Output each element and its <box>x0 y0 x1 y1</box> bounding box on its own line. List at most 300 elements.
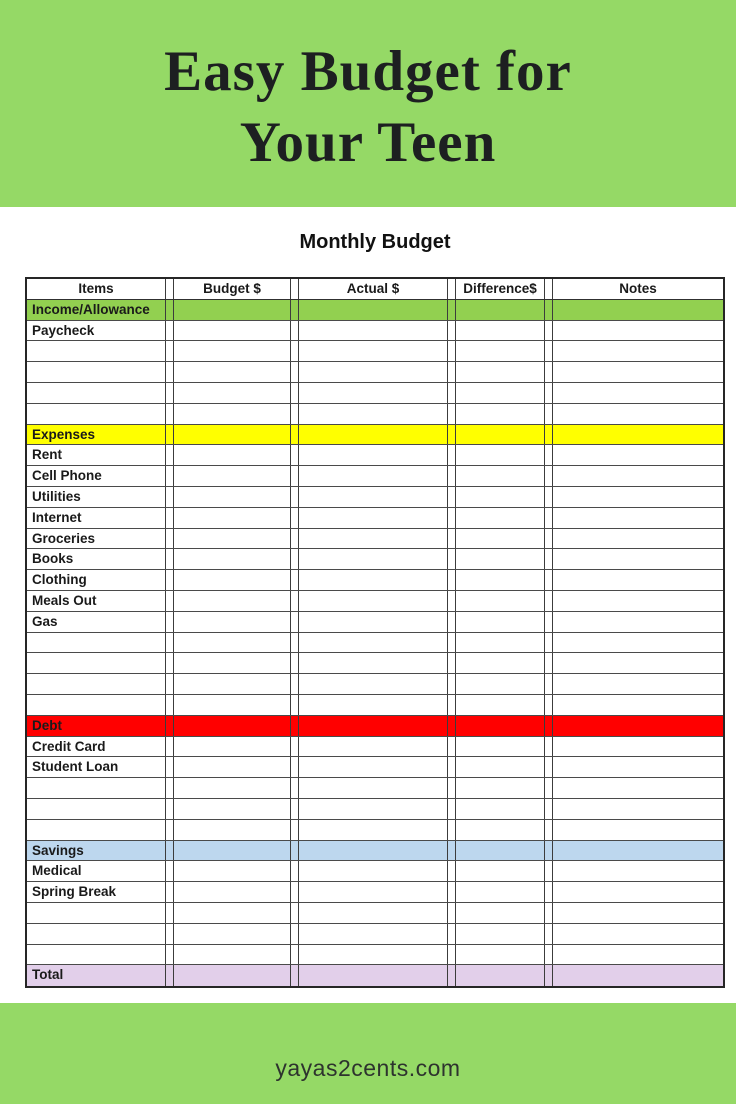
budget-cell <box>174 362 290 382</box>
budget-cell <box>174 633 290 653</box>
column-separator <box>165 674 174 694</box>
item-cell <box>27 820 165 840</box>
notes-cell <box>553 612 723 632</box>
item-cell <box>27 695 165 715</box>
column-separator <box>290 799 299 819</box>
column-separator <box>165 529 174 549</box>
actual-cell <box>299 716 447 736</box>
column-separator <box>447 716 456 736</box>
column-separator <box>290 487 299 507</box>
difference-cell <box>456 861 544 881</box>
actual-cell <box>299 945 447 965</box>
item-cell: Cell Phone <box>32 468 102 484</box>
column-separator <box>544 653 553 673</box>
difference-cell <box>456 549 544 569</box>
column-separator <box>447 591 456 611</box>
column-separator <box>447 529 456 549</box>
budget-cell <box>174 341 290 361</box>
column-separator <box>290 945 299 965</box>
column-header-actual: Actual $ <box>346 281 400 296</box>
item-cell: Income/Allowance <box>32 301 150 317</box>
column-separator <box>290 321 299 341</box>
column-separator <box>165 279 174 299</box>
actual-cell <box>299 445 447 465</box>
column-separator <box>544 778 553 798</box>
item-cell: Rent <box>32 447 62 463</box>
item-cell: Medical <box>32 863 82 879</box>
column-separator <box>165 653 174 673</box>
difference-cell <box>456 591 544 611</box>
actual-cell <box>299 529 447 549</box>
notes-cell <box>553 341 723 361</box>
column-separator <box>165 549 174 569</box>
column-separator <box>447 487 456 507</box>
notes-cell <box>553 300 723 320</box>
table-row <box>27 570 723 591</box>
item-cell: Credit Card <box>32 738 106 754</box>
column-separator <box>544 965 553 986</box>
table-header-row <box>27 279 723 300</box>
column-separator <box>447 549 456 569</box>
table-row <box>27 903 723 924</box>
budget-cell <box>174 508 290 528</box>
column-separator <box>290 425 299 445</box>
table-row <box>27 425 723 446</box>
notes-cell <box>553 383 723 403</box>
table-row <box>27 861 723 882</box>
column-header-item: Items <box>78 281 114 296</box>
column-separator <box>544 924 553 944</box>
actual-cell <box>299 612 447 632</box>
table-row <box>27 633 723 654</box>
column-separator <box>447 882 456 902</box>
notes-cell <box>553 487 723 507</box>
actual-cell <box>299 737 447 757</box>
difference-cell <box>456 757 544 777</box>
column-separator <box>544 549 553 569</box>
actual-cell <box>299 466 447 486</box>
column-separator <box>290 508 299 528</box>
table-row <box>27 882 723 903</box>
poster-title-line-1: Easy Budget for <box>164 39 572 103</box>
actual-cell <box>299 549 447 569</box>
column-separator <box>290 570 299 590</box>
actual-cell <box>299 321 447 341</box>
budget-cell <box>174 820 290 840</box>
column-separator <box>165 799 174 819</box>
notes-cell <box>553 757 723 777</box>
column-separator <box>447 737 456 757</box>
difference-cell <box>456 903 544 923</box>
column-separator <box>544 445 553 465</box>
item-cell <box>27 362 165 382</box>
column-separator <box>544 799 553 819</box>
actual-cell <box>299 383 447 403</box>
difference-cell <box>456 820 544 840</box>
budget-cell <box>174 529 290 549</box>
column-separator <box>165 570 174 590</box>
actual-cell <box>299 882 447 902</box>
column-separator <box>447 425 456 445</box>
column-separator <box>544 820 553 840</box>
column-separator <box>447 924 456 944</box>
column-separator <box>544 903 553 923</box>
column-separator <box>165 362 174 382</box>
budget-table <box>25 277 725 988</box>
difference-cell <box>456 570 544 590</box>
column-separator <box>447 820 456 840</box>
actual-cell <box>299 799 447 819</box>
column-separator <box>447 861 456 881</box>
column-separator <box>290 653 299 673</box>
budget-cell <box>174 300 290 320</box>
actual-cell <box>299 487 447 507</box>
column-separator <box>544 674 553 694</box>
budget-cell <box>174 903 290 923</box>
column-separator <box>165 404 174 424</box>
budget-cell <box>174 882 290 902</box>
column-separator <box>165 612 174 632</box>
item-cell <box>27 383 165 403</box>
table-row <box>27 653 723 674</box>
difference-cell <box>456 695 544 715</box>
difference-cell <box>456 778 544 798</box>
column-separator <box>290 445 299 465</box>
difference-cell <box>456 466 544 486</box>
column-separator <box>544 300 553 320</box>
actual-cell <box>299 903 447 923</box>
column-separator <box>544 695 553 715</box>
column-separator <box>290 778 299 798</box>
column-separator <box>447 445 456 465</box>
actual-cell <box>299 757 447 777</box>
column-separator <box>165 903 174 923</box>
column-separator <box>447 674 456 694</box>
budget-cell <box>174 570 290 590</box>
actual-cell <box>299 653 447 673</box>
table-row <box>27 591 723 612</box>
column-separator <box>447 903 456 923</box>
column-separator <box>165 508 174 528</box>
column-separator <box>447 965 456 986</box>
difference-cell <box>456 653 544 673</box>
column-separator <box>447 612 456 632</box>
column-separator <box>165 965 174 986</box>
column-separator <box>447 633 456 653</box>
column-separator <box>544 383 553 403</box>
item-cell: Books <box>32 551 74 567</box>
column-separator <box>165 945 174 965</box>
item-cell: Internet <box>32 509 82 525</box>
item-cell: Groceries <box>32 530 96 546</box>
item-cell <box>27 799 165 819</box>
item-cell: Expenses <box>32 426 96 442</box>
column-separator <box>447 279 456 299</box>
column-separator <box>544 591 553 611</box>
column-separator <box>290 924 299 944</box>
table-row <box>27 945 723 966</box>
column-separator <box>165 695 174 715</box>
column-separator <box>290 529 299 549</box>
item-cell <box>27 674 165 694</box>
budget-cell <box>174 841 290 861</box>
column-separator <box>447 466 456 486</box>
column-separator <box>290 341 299 361</box>
column-separator <box>544 570 553 590</box>
notes-cell <box>553 965 723 986</box>
column-separator <box>290 633 299 653</box>
difference-cell <box>456 508 544 528</box>
column-separator <box>165 882 174 902</box>
item-cell <box>27 653 165 673</box>
table-row <box>27 841 723 862</box>
table-row <box>27 445 723 466</box>
budget-cell <box>174 924 290 944</box>
column-separator <box>447 300 456 320</box>
notes-cell <box>553 425 723 445</box>
column-separator <box>544 321 553 341</box>
column-separator <box>290 612 299 632</box>
difference-cell <box>456 737 544 757</box>
budget-cell <box>174 945 290 965</box>
actual-cell <box>299 633 447 653</box>
actual-cell <box>299 570 447 590</box>
difference-cell <box>456 965 544 986</box>
difference-cell <box>456 799 544 819</box>
table-row <box>27 820 723 841</box>
column-separator <box>447 383 456 403</box>
column-separator <box>165 487 174 507</box>
column-separator <box>544 716 553 736</box>
column-separator <box>447 653 456 673</box>
notes-cell <box>553 529 723 549</box>
column-separator <box>447 341 456 361</box>
website-url: yayas2cents.com <box>275 1055 461 1081</box>
item-cell: Spring Break <box>32 884 117 900</box>
actual-cell <box>299 508 447 528</box>
poster-title-line-2: Your Teen <box>239 110 497 174</box>
column-separator <box>447 362 456 382</box>
difference-cell <box>456 383 544 403</box>
difference-cell <box>456 425 544 445</box>
item-cell: Total <box>32 967 64 983</box>
notes-cell <box>553 695 723 715</box>
budget-cell <box>174 695 290 715</box>
table-row <box>27 737 723 758</box>
budget-cell <box>174 965 290 986</box>
column-separator <box>165 466 174 486</box>
column-separator <box>290 861 299 881</box>
column-separator <box>165 757 174 777</box>
column-separator <box>165 321 174 341</box>
actual-cell <box>299 674 447 694</box>
notes-cell <box>553 445 723 465</box>
difference-cell <box>456 945 544 965</box>
table-row <box>27 549 723 570</box>
budget-cell <box>174 321 290 341</box>
column-separator <box>447 841 456 861</box>
table-row <box>27 716 723 737</box>
budget-cell <box>174 549 290 569</box>
table-row <box>27 300 723 321</box>
item-cell <box>27 945 165 965</box>
column-separator <box>447 508 456 528</box>
column-separator <box>447 757 456 777</box>
column-separator <box>290 757 299 777</box>
actual-cell <box>299 404 447 424</box>
column-separator <box>447 778 456 798</box>
actual-cell <box>299 362 447 382</box>
column-separator <box>290 695 299 715</box>
column-separator <box>447 570 456 590</box>
column-separator <box>290 300 299 320</box>
column-separator <box>165 300 174 320</box>
column-separator <box>165 841 174 861</box>
notes-cell <box>553 653 723 673</box>
notes-cell <box>553 903 723 923</box>
notes-cell <box>553 882 723 902</box>
column-separator <box>165 341 174 361</box>
column-separator <box>290 716 299 736</box>
difference-cell <box>456 341 544 361</box>
column-separator <box>447 695 456 715</box>
table-row <box>27 487 723 508</box>
item-cell <box>27 778 165 798</box>
item-cell <box>27 903 165 923</box>
actual-cell <box>299 841 447 861</box>
difference-cell <box>456 404 544 424</box>
sheet-title: Monthly Budget <box>299 231 451 253</box>
table-row <box>27 778 723 799</box>
item-cell: Utilities <box>32 488 81 504</box>
budget-cell <box>174 674 290 694</box>
column-separator <box>544 425 553 445</box>
difference-cell <box>456 487 544 507</box>
budget-cell <box>174 591 290 611</box>
notes-cell <box>553 674 723 694</box>
column-separator <box>447 799 456 819</box>
notes-cell <box>553 591 723 611</box>
column-separator <box>544 861 553 881</box>
item-cell: Clothing <box>32 572 87 588</box>
table-row <box>27 757 723 778</box>
difference-cell <box>456 924 544 944</box>
column-separator <box>544 508 553 528</box>
item-cell: Paycheck <box>32 322 95 338</box>
table-row <box>27 383 723 404</box>
difference-cell <box>456 674 544 694</box>
column-separator <box>290 383 299 403</box>
column-separator <box>544 757 553 777</box>
difference-cell <box>456 362 544 382</box>
column-separator <box>165 737 174 757</box>
actual-cell <box>299 695 447 715</box>
item-cell: Gas <box>32 613 58 629</box>
column-separator <box>544 612 553 632</box>
column-separator <box>165 425 174 445</box>
actual-cell <box>299 924 447 944</box>
notes-cell <box>553 778 723 798</box>
notes-cell <box>553 799 723 819</box>
column-separator <box>290 591 299 611</box>
notes-cell <box>553 570 723 590</box>
actual-cell <box>299 820 447 840</box>
column-separator <box>165 924 174 944</box>
table-row <box>27 924 723 945</box>
difference-cell <box>456 612 544 632</box>
table-row <box>27 362 723 383</box>
table-row <box>27 529 723 550</box>
notes-cell <box>553 466 723 486</box>
budget-cell <box>174 861 290 881</box>
item-cell <box>27 633 165 653</box>
table-row <box>27 674 723 695</box>
column-separator <box>544 841 553 861</box>
column-separator <box>165 861 174 881</box>
budget-cell <box>174 737 290 757</box>
item-cell <box>27 341 165 361</box>
item-cell <box>27 924 165 944</box>
notes-cell <box>553 924 723 944</box>
actual-cell <box>299 300 447 320</box>
difference-cell <box>456 716 544 736</box>
notes-cell <box>553 633 723 653</box>
difference-cell <box>456 633 544 653</box>
table-row <box>27 799 723 820</box>
column-separator <box>447 945 456 965</box>
notes-cell <box>553 362 723 382</box>
budget-cell <box>174 445 290 465</box>
actual-cell <box>299 341 447 361</box>
column-separator <box>165 591 174 611</box>
column-separator <box>544 487 553 507</box>
budget-cell <box>174 466 290 486</box>
column-separator <box>544 882 553 902</box>
difference-cell <box>456 529 544 549</box>
column-separator <box>290 965 299 986</box>
notes-cell <box>553 841 723 861</box>
column-separator <box>290 841 299 861</box>
column-separator <box>290 279 299 299</box>
header-banner <box>0 0 736 207</box>
notes-cell <box>553 716 723 736</box>
item-cell <box>27 404 165 424</box>
budget-cell <box>174 425 290 445</box>
column-separator <box>544 279 553 299</box>
column-separator <box>290 903 299 923</box>
budget-cell <box>174 612 290 632</box>
column-separator <box>290 674 299 694</box>
actual-cell <box>299 591 447 611</box>
actual-cell <box>299 425 447 445</box>
column-separator <box>544 341 553 361</box>
item-cell: Debt <box>32 717 62 733</box>
column-header-notes: Notes <box>619 281 657 296</box>
table-row <box>27 341 723 362</box>
column-separator <box>290 466 299 486</box>
column-separator <box>290 820 299 840</box>
difference-cell <box>456 445 544 465</box>
column-separator <box>165 820 174 840</box>
column-separator <box>290 737 299 757</box>
notes-cell <box>553 508 723 528</box>
table-row <box>27 466 723 487</box>
column-separator <box>290 882 299 902</box>
budget-cell <box>174 757 290 777</box>
table-row <box>27 965 723 986</box>
column-separator <box>165 383 174 403</box>
actual-cell <box>299 861 447 881</box>
